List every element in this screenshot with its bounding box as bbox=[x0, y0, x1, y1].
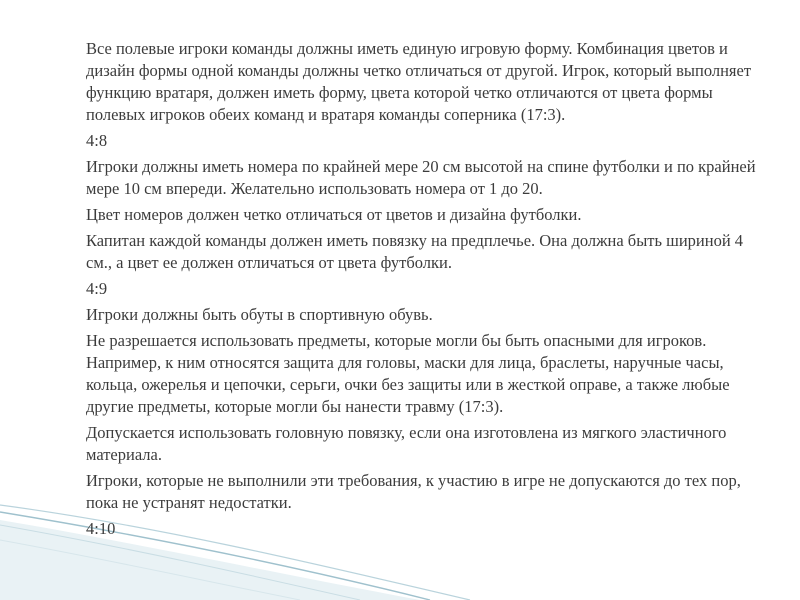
list-item bbox=[60, 518, 770, 540]
list-item-text: Все полевые игроки команды должны иметь единую игровую форму. Комбинация цветов и дизайн формы одной команды должны четко отличаться от другой. Игрок, который выполняет функцию вратаря, должен иметь форму, цвета которой четко отличаются от цвета формы полевых игроков обеих команд и вратаря команды соперника (17:3). bbox=[86, 39, 752, 124]
list-item-text: Игроки должны быть обуты в спортивную обувь. bbox=[86, 305, 433, 324]
bullet-icon bbox=[60, 230, 86, 231]
bullet-list bbox=[60, 38, 770, 544]
bullet-icon bbox=[60, 304, 86, 305]
list-item bbox=[60, 130, 770, 152]
bullet-icon bbox=[60, 156, 86, 157]
list-item bbox=[60, 156, 770, 200]
bullet-icon bbox=[60, 330, 86, 331]
list-item bbox=[60, 278, 770, 300]
list-item bbox=[60, 330, 770, 418]
list-item bbox=[60, 470, 770, 514]
bullet-icon bbox=[60, 518, 86, 519]
list-item-text: 4:10 bbox=[86, 519, 116, 538]
list-item-text: Капитан каждой команды должен иметь повязку на предплечье. Она должна быть шириной 4 см., а цвет ее должен отличаться от цвета футболки. bbox=[86, 231, 744, 272]
list-item bbox=[60, 422, 770, 466]
bullet-icon bbox=[60, 470, 86, 471]
list-item bbox=[60, 230, 770, 274]
list-item-text: 4:9 bbox=[86, 279, 108, 298]
list-item-text: Не разрешается использовать предметы, которые могли бы быть опасными для игроков. Например, к ним относятся защита для головы, маски для лица, браслеты, наручные часы, кольца, ожерелья и цепочки, серьги, очки без защиты или в жесткой оправе, а также любые другие предметы, которые могли бы нанести травму (17:3). bbox=[86, 331, 730, 416]
list-item-text: Игроки, которые не выполнили эти требования, к участию в игре не допускаются до тех пор, пока не устранят недостатки. bbox=[86, 471, 741, 512]
list-item bbox=[60, 204, 770, 226]
list-item-text: 4:8 bbox=[86, 131, 108, 150]
list-item bbox=[60, 304, 770, 326]
bullet-icon bbox=[60, 278, 86, 279]
bullet-icon bbox=[60, 38, 86, 39]
list-item-text: Допускается использовать головную повязку, если она изготовлена из мягкого эластичного материала. bbox=[86, 423, 727, 464]
list-item bbox=[60, 38, 770, 126]
list-item-text: Цвет номеров должен четко отличаться от цветов и дизайна футболки. bbox=[86, 205, 582, 224]
bullet-icon bbox=[60, 130, 86, 131]
bullet-icon bbox=[60, 422, 86, 423]
bullet-icon bbox=[60, 204, 86, 205]
list-item-text: Игроки должны иметь номера по крайней мере 20 см высотой на спине футболки и по крайней мере 10 см впереди. Желательно использовать номера от 1 до 20. bbox=[86, 157, 756, 198]
